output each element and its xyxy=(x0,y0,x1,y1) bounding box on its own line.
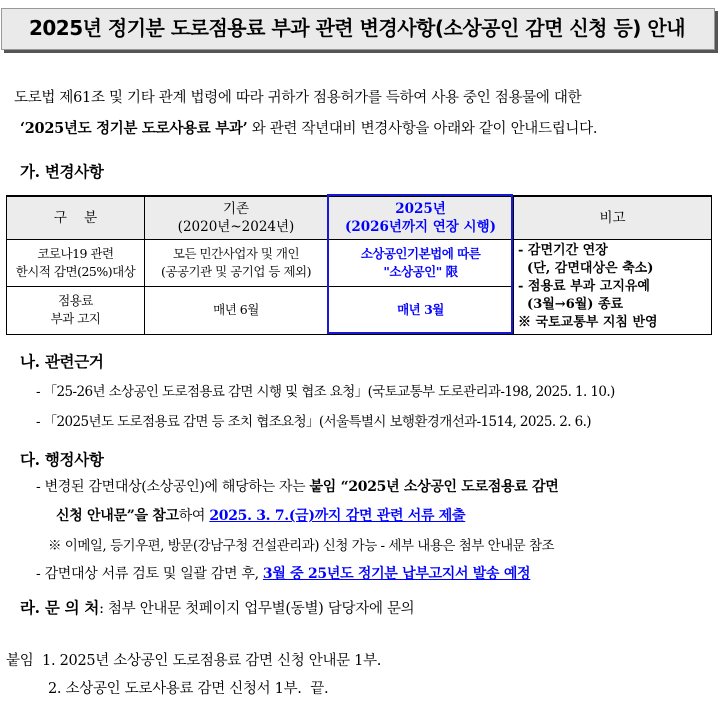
highlight-2025-column xyxy=(327,194,513,334)
admin-line-2: 신청 안내문”을 참고하여 2025. 3. 7.(금)까지 감면 관련 서류 제출 xyxy=(56,508,466,524)
section-b-heading: 나. 관련근거 xyxy=(20,352,104,371)
notes-cell: - 감면기간 연장 (단, 감면대상은 축소) - 점용료 부과 고지유예 (3월→6월) 종료 ※ 국토교통부 지침 반영 xyxy=(514,239,712,334)
header-category: 구 분 xyxy=(7,196,145,239)
section-a-heading: 가. 변경사항 xyxy=(20,162,104,181)
attach-line-1: 붙임 1. 2025년 소상공인 도로점용료 감면 신청 안내문 1부. xyxy=(6,653,382,669)
row2-old: 매년 6월 xyxy=(145,286,328,334)
header-old: 기존 (2020년~2024년) xyxy=(145,196,328,239)
row1-label: 코로나19 관련 한시적 감면(25%)대상 xyxy=(7,239,145,286)
basis-item-1: - 「25-26년 소상공인 도로점용료 감면 시행 및 협조 요청」(국토교통부 도로관리과-198, 2025. 1. 10.) xyxy=(36,384,615,400)
header-new: 2025년 (2026년까지 연장 시행) xyxy=(328,196,514,239)
row2-label: 점용료 부과 고지 xyxy=(7,286,145,334)
intro-bold: ‘2025년도 정기분 도로사용료 부과’ xyxy=(20,120,248,137)
admin-line-3: ※ 이메일, 등기우편, 방문(강남구청 건설관리과) 신청 가능 - 세부 내용은 첨부 안내문 참조 xyxy=(48,538,555,554)
admin-line-4: - 감면대상 서류 검토 및 일괄 감면 후, 3월 중 25년도 정기분 납부고지서 발송 예정 xyxy=(36,566,531,582)
page-title: 2025년 정기분 도로점용료 부과 관련 변경사항(소상공인 감면 신청 등) 안내 xyxy=(28,16,686,40)
attach-line-2: 2. 소상공인 도로사용료 감면 신청서 1부. 끝. xyxy=(48,681,329,697)
admin-line-1: - 변경된 감면대상(소상공인)에 해당하는 자는 붙임 “2025년 소상공인 도로점용료 감면 xyxy=(36,479,559,495)
header-note: 비고 xyxy=(514,196,712,239)
section-c-heading: 다. 행정사항 xyxy=(20,450,104,469)
row2-new: 매년 3월 xyxy=(328,286,514,334)
basis-item-2: - 「2025년도 도로점용료 감면 등 조치 협조요청」(서울특별시 보행환경개선과-1514, 2025. 2. 6.) xyxy=(36,414,591,430)
row1-old: 모든 민간사업자 및 개인 (공공기관 및 공기업 등 제외) xyxy=(145,239,328,286)
intro-line-2 xyxy=(20,117,597,138)
row1-new: 소상공인기본법에 따른 "소상공인" 限 xyxy=(328,239,514,286)
intro-line-1: 도로법 제61조 및 기타 관계 법령에 따라 귀하가 점용허가를 득하여 사용 중인 점용물에 대한 xyxy=(14,90,582,106)
intro-rest: 와 관련 작년대비 변경사항을 아래와 같이 안내드립니다. xyxy=(247,121,598,137)
section-d: 라. 문 의 처: 첨부 안내문 첫페이지 업무별(동별) 담당자에 문의 xyxy=(20,598,415,617)
